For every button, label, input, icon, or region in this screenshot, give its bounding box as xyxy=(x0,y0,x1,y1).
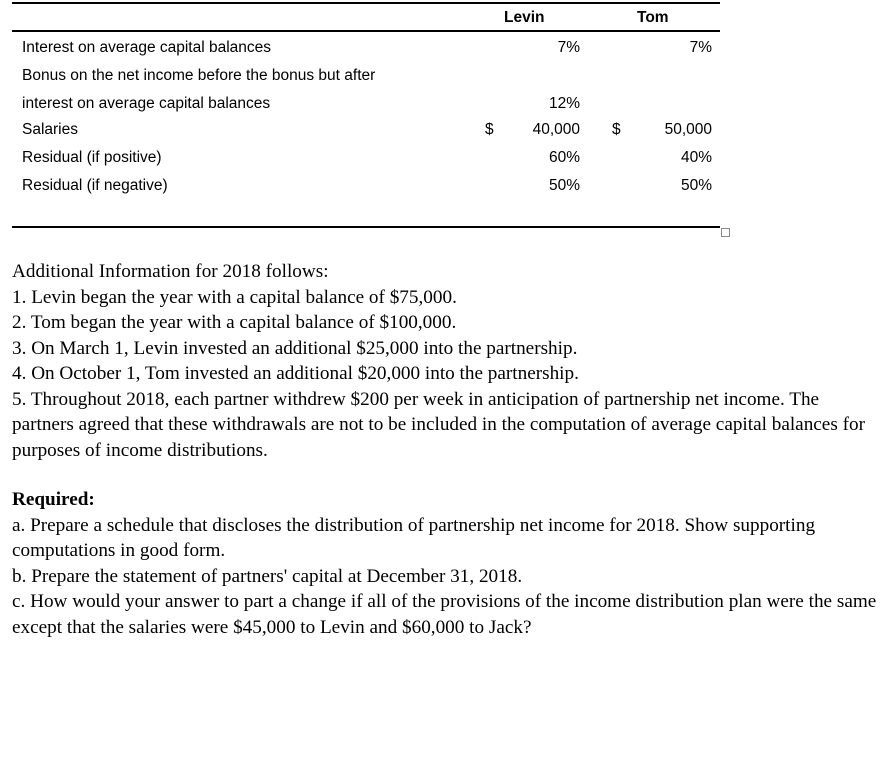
table-row xyxy=(22,149,720,169)
required-item: b. Prepare the statement of partners' capital at December 31, 2018. xyxy=(12,565,523,587)
row-label: Residual (if positive) xyxy=(22,149,162,166)
info-heading: Additional Information for 2018 follows: xyxy=(12,261,329,282)
table-row xyxy=(22,177,720,197)
problem-text xyxy=(12,259,882,640)
levin-value: 40,000 xyxy=(532,121,580,138)
currency-symbol: $ xyxy=(612,121,621,138)
levin-value: 7% xyxy=(557,39,580,56)
table-row xyxy=(22,67,720,87)
required-heading: Required: xyxy=(12,489,95,510)
info-item: 3. On March 1, Levin invested an additional $25,000 into the partnership. xyxy=(12,337,578,359)
levin-value: 50% xyxy=(548,177,580,194)
header-levin: Levin xyxy=(504,9,545,26)
tom-value: 50% xyxy=(680,177,712,194)
levin-value: 60% xyxy=(548,149,580,166)
table-row xyxy=(22,39,720,59)
info-item: 2. Tom began the year with a capital balance of $100,000. xyxy=(12,312,457,333)
table-bottom-border xyxy=(12,226,720,228)
row-label: Salaries xyxy=(22,121,78,138)
row-label: Interest on average capital balances xyxy=(22,39,272,56)
table-row xyxy=(22,121,720,141)
currency-symbol: $ xyxy=(485,121,494,138)
header-divider xyxy=(12,30,720,32)
header-tom: Tom xyxy=(637,9,669,26)
row-label: Residual (if negative) xyxy=(22,177,168,194)
tom-value: 7% xyxy=(689,39,712,56)
info-item: 4. On October 1, Tom invested an additional $20,000 into the partnership. xyxy=(12,363,579,384)
row-label: Bonus on the net income before the bonus but after xyxy=(22,67,376,84)
table-top-border xyxy=(12,2,720,4)
levin-value: 12% xyxy=(548,95,580,112)
info-item: 1. Levin began the year with a capital balance of $75,000. xyxy=(12,286,457,308)
required-item: c. How would your answer to part a change if all of the provisions of the income distribution plan were the same except that the salaries were $45,000 to Levin and $60,000 to Jack? xyxy=(12,591,877,638)
row-label: interest on average capital balances xyxy=(22,95,271,112)
tom-value: 50,000 xyxy=(664,121,712,138)
table-row xyxy=(22,95,720,115)
info-item: 5. Throughout 2018, each partner withdrew $200 per week in anticipation of partnership net income. The partners agreed that these withdrawals are not to be included in the computation of average capital balances for purposes of income distributions. xyxy=(12,388,865,461)
resize-handle[interactable] xyxy=(721,228,730,237)
required-item: a. Prepare a schedule that discloses the distribution of partnership net income for 2018. Show supporting computations in good form. xyxy=(12,514,816,561)
tom-value: 40% xyxy=(680,149,712,166)
